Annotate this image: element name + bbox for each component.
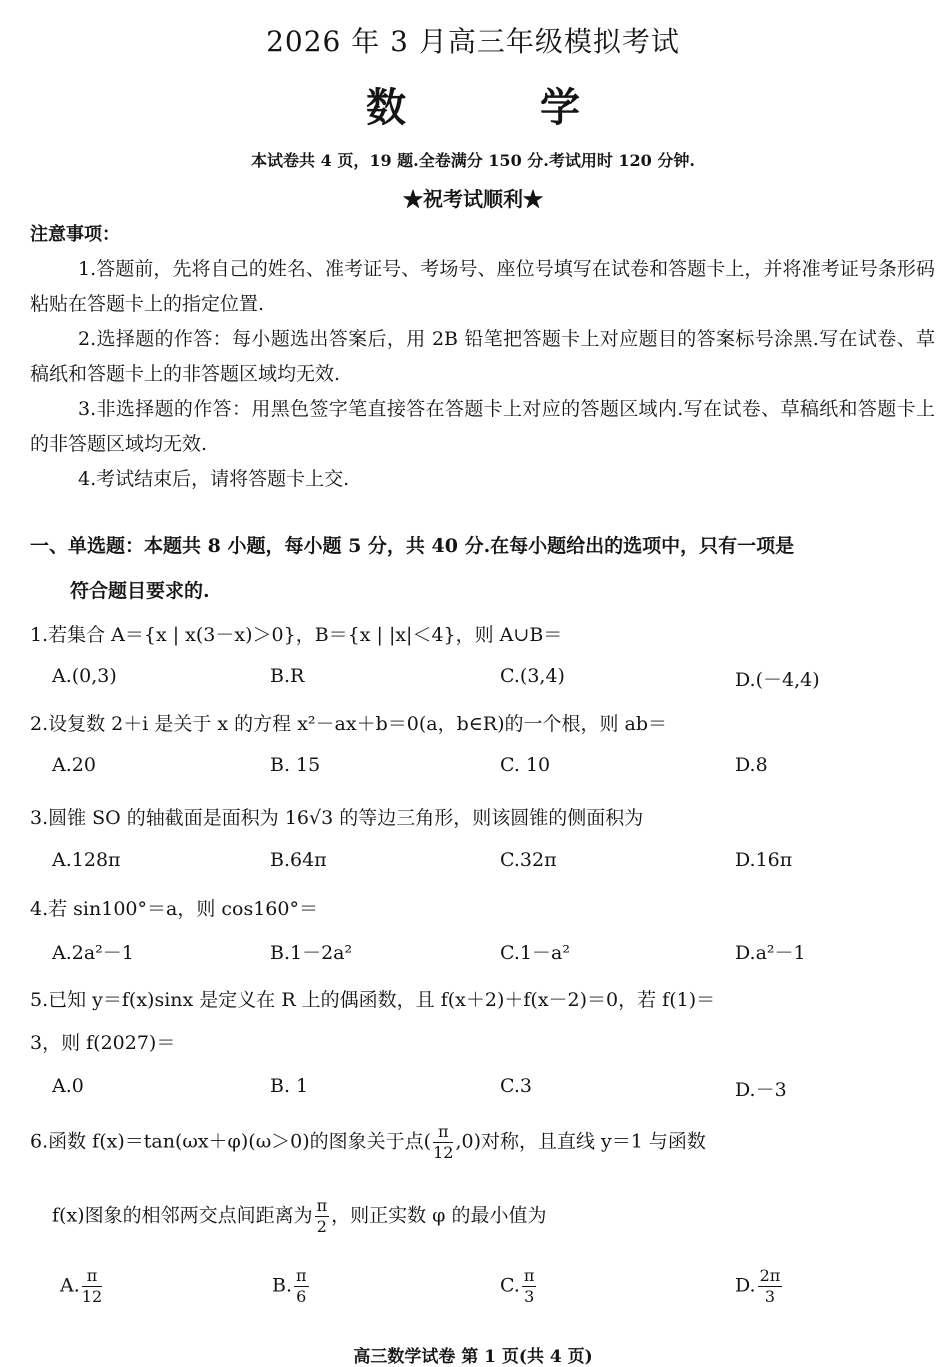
question-4-option-b: B.1－2a²	[270, 942, 353, 964]
note-item: 2.选择题的作答：每小题选出答案后，用 2B 铅笔把答题卡上对应题目的答案标号涂黑.写在试卷、草稿纸和答题卡上的非答题区域均无效.	[30, 328, 935, 385]
note-item: 4.考试结束后，请将答题卡上交.	[78, 468, 350, 490]
fraction-denominator: 6	[296, 1287, 307, 1306]
question-1-option-b: B.R	[270, 665, 305, 687]
fraction-denominator: 12	[433, 1143, 454, 1162]
option-label: A.	[60, 1274, 80, 1297]
notes-list	[30, 252, 935, 497]
question-4-option-d: D.a²－1	[735, 942, 806, 964]
question-5-stem: 5.已知 y＝f(x)sinx 是定义在 R 上的偶函数，且 f(x＋2)＋f(x－2)＝0，若 f(1)＝	[30, 989, 716, 1011]
question-2-stem: 2.设复数 2＋i 是关于 x 的方程 x²－ax＋b＝0(a，b∈R)的一个根，则 ab＝	[30, 713, 668, 735]
question-4-option-c: C.1－a²	[500, 942, 570, 964]
option-label: B.	[272, 1274, 293, 1297]
question-6-stem-part: ,0)对称，且直线 y＝1 与函数	[455, 1130, 706, 1153]
option-fraction	[82, 1268, 102, 1305]
question-3-option-c: C.32π	[500, 849, 557, 871]
question-2-option-d: D.8	[735, 754, 768, 776]
page-footer: 高三数学试卷 第 1 页(共 4 页)	[353, 1347, 593, 1367]
fraction-denominator: 3	[764, 1287, 776, 1306]
exam-info: 本试卷共 4 页，19 题.全卷满分 150 分.考试用时 120 分钟.	[251, 151, 695, 170]
question-4-option-a: A.2a²－1	[52, 942, 134, 964]
question-6-option-d	[735, 1268, 784, 1305]
notes-heading: 注意事项：	[30, 224, 120, 245]
question-1-stem: 1.若集合 A＝{x | x(3－x)＞0}，B＝{x | |x|＜4}，则 A∪B＝	[30, 624, 563, 646]
note-item: 3.非选择题的作答：用黑色签字笔直接答在答题卡上对应的答题区域内.写在试卷、草稿纸和答题卡上的非答题区域均无效.	[30, 398, 935, 455]
question-6-option-a	[60, 1268, 104, 1305]
option-label: D.	[735, 1274, 756, 1297]
good-luck-banner: ★祝考试顺利★	[403, 187, 543, 211]
question-6-option-b	[272, 1268, 311, 1305]
question-1-option-d: D.(－4,4)	[735, 669, 820, 691]
question-3-option-b: B.64π	[270, 849, 327, 871]
question-6-stem	[30, 1124, 706, 1161]
question-2-option-b: B. 15	[270, 754, 321, 776]
option-label: C.	[500, 1274, 520, 1297]
question-2-option-c: C. 10	[500, 754, 551, 776]
question-5-option-c: C.3	[500, 1075, 532, 1097]
fraction-denominator: 3	[524, 1287, 535, 1306]
fraction-denominator: 2	[316, 1217, 327, 1236]
question-3-stem: 3.圆锥 SO 的轴截面是面积为 16√3 的等边三角形，则该圆锥的侧面积为	[30, 807, 644, 829]
fraction-numerator: π	[316, 1196, 328, 1215]
question-6-stem-cont	[52, 1198, 546, 1235]
question-4-stem: 4.若 sin100°＝a，则 cos160°＝	[30, 898, 318, 920]
question-5-stem-cont: 3，则 f(2027)＝	[30, 1032, 176, 1054]
question-6-stem-part: 6.函数 f(x)＝tan(ωx＋φ)(ω＞0)的图象关于点(	[30, 1130, 432, 1153]
exam-title: 2026 年 3 月高三年级模拟考试	[266, 25, 680, 58]
section-heading-cont: 符合题目要求的.	[70, 580, 210, 602]
option-fraction	[758, 1268, 783, 1305]
section-heading: 一、单选题：本题共 8 小题，每小题 5 分，共 40 分.在每小题给出的选项中，只有一项是	[30, 535, 795, 557]
option-fraction	[522, 1268, 537, 1305]
question-6-option-c	[500, 1268, 538, 1305]
question-6-fraction	[315, 1198, 330, 1235]
question-3-option-a: A.128π	[52, 849, 121, 871]
question-6-stem-part: ，则正实数 φ 的最小值为	[331, 1204, 547, 1227]
question-1-option-c: C.(3,4)	[500, 665, 565, 687]
option-fraction	[294, 1268, 309, 1305]
fraction-numerator: π	[82, 1268, 102, 1287]
fraction-numerator: π	[433, 1124, 453, 1143]
question-5-option-d: D.－3	[735, 1079, 787, 1101]
question-2-option-a: A.20	[52, 754, 96, 776]
question-6-stem-part: f(x)图象的相邻两交点间距离为	[52, 1204, 313, 1227]
fraction-numerator: 2π	[759, 1266, 781, 1285]
question-5-option-b: B. 1	[270, 1075, 309, 1097]
question-1-option-a: A.(0,3)	[52, 665, 117, 687]
subject-title: 数 学	[366, 84, 640, 131]
fraction-numerator: π	[523, 1266, 535, 1285]
question-6-fraction	[433, 1124, 453, 1161]
fraction-numerator: π	[296, 1266, 307, 1285]
note-item: 1.答题前，先将自己的姓名、准考证号、考场号、座位号填写在试卷和答题卡上，并将准考证号条形码粘贴在答题卡上的指定位置.	[30, 258, 935, 315]
question-3-option-d: D.16π	[735, 849, 793, 871]
fraction-denominator: 12	[81, 1287, 103, 1306]
question-5-option-a: A.0	[52, 1075, 84, 1097]
